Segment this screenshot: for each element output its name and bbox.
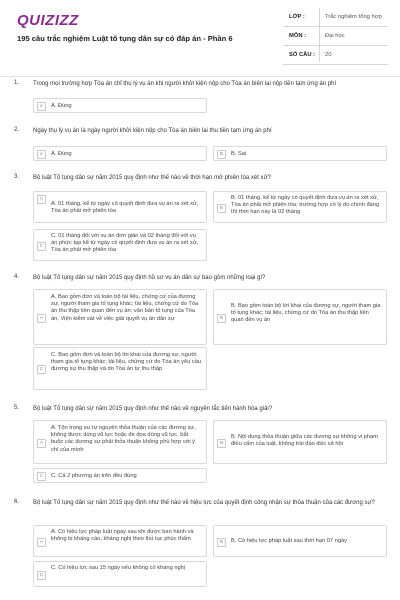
question-text: Trong mọi trường hợp Tòa án chỉ thụ lý vụ án khi người khởi kiện nộp cho Tòa án biên lai nộp tiền tạm ứng án phí — [33, 81, 337, 87]
option-letter-badge: A — [37, 314, 46, 323]
question-number: 4. — [14, 274, 20, 280]
question-number: 3. — [14, 174, 20, 180]
meta-value: 20 — [325, 52, 332, 58]
answer-option-a[interactable] — [33, 525, 207, 557]
option-letter-badge: A — [37, 102, 46, 111]
worksheet-header — [0, 0, 400, 77]
question-text: Bộ luật Tố tụng dân sự năm 2015 quy định như thế nào về hiệu lực của quyết định công nhận sự thỏa thuận của các đương sự? — [33, 500, 375, 506]
option-text: B. Sai — [231, 151, 247, 157]
answer-option-a[interactable] — [33, 98, 207, 113]
option-letter-badge: A — [37, 538, 46, 547]
option-text: A. Đúng — [51, 103, 72, 109]
meta-row-count — [283, 46, 388, 65]
question-number: 5. — [14, 405, 20, 411]
option-letter-badge: B — [217, 150, 226, 159]
option-text: B. Có hiệu lực pháp luật sau thời hạn 07 ngày — [231, 538, 347, 544]
answer-option-b[interactable] — [213, 525, 387, 557]
question-number: 1. — [14, 80, 20, 86]
option-letter-badge: C — [37, 365, 46, 374]
option-text: A. Đúng — [51, 151, 72, 157]
option-letter-badge: B — [217, 204, 226, 213]
option-letter-badge: A — [37, 439, 46, 448]
answer-option-c[interactable] — [33, 561, 207, 587]
question-number: 2. — [14, 127, 20, 133]
answer-option-a[interactable] — [33, 191, 207, 223]
meta-label: SỐ CÂU : — [289, 52, 316, 58]
page-title: 195 câu trắc nghiệm Luật tố tụng dân sự có đáp án - Phần 6 — [17, 34, 233, 43]
answer-option-a[interactable] — [33, 289, 207, 345]
option-text: C. 01 tháng đối với vụ án đơn giản và 02 tháng đối với vụ án phức tạp kể từ ngày có quyết định đưa vụ án ra xét xử, Tòa án phải mở phiên tòa — [51, 233, 199, 254]
option-text: A. Tôn trọng sự tự nguyện thỏa thuận của các đương sự, không được dùng vũ lực hoặc đe dọa dùng vũ lực, bắt buộc các đương sự phải thỏa thuận không phù hợp với ý chí của mình — [51, 425, 196, 453]
answer-option-c[interactable] — [33, 468, 207, 483]
answer-option-b[interactable] — [213, 146, 387, 161]
option-letter-badge: A — [37, 195, 46, 204]
option-text: C. Cả 2 phương án trên đều đúng — [51, 473, 137, 479]
option-letter-badge: C — [37, 571, 46, 580]
meta-row-class — [283, 8, 388, 27]
meta-value: Trắc nghiệm tổng hợp — [325, 14, 382, 20]
answer-option-c[interactable] — [33, 229, 207, 261]
option-letter-badge: A — [37, 150, 46, 159]
question-text: Bộ luật Tố tụng dân sự năm 2015 quy định như thế nào về nguyên tắc tiến hành hòa giải? — [33, 406, 273, 412]
answer-option-a[interactable] — [33, 146, 207, 161]
meta-value: Đại học — [325, 33, 345, 39]
option-letter-badge: C — [37, 242, 46, 251]
option-text: A. Bao gồm đơn và toàn bộ tài liệu, chứng cứ của đương sự, người tham gia tố tụng khác; tài liệu, chứng cứ do Tòa án thu thập liên quan đến vụ án; văn bản tố tụng của Tòa án, Viện kiểm sát về việc giải quyết vụ án dân sự — [51, 294, 199, 322]
option-text: B. Bao gồm toàn bộ lời khai của đương sự, người tham gia tố tụng khác; tài liệu, chứng cứ do Tòa án thu thập liên quan đến vụ án — [231, 303, 381, 324]
option-text: A. 01 tháng, kể từ ngày có quyết định đưa vụ án ra xét xử, Tòa án phải mở phiên tòa — [51, 201, 199, 215]
meta-label: LỚP : — [289, 14, 305, 20]
answer-option-c[interactable] — [33, 347, 207, 390]
answer-option-b[interactable] — [213, 420, 387, 464]
meta-row-subject — [283, 27, 388, 46]
answer-option-b[interactable] — [213, 289, 387, 345]
question-text: Bộ luật Tố tụng dân sự năm 2015 quy định như thế nào về thời hạn mở phiên tòa xét xử? — [33, 175, 271, 181]
question-text: Bộ luật Tố tụng dân sự năm 2015 quy định hồ sơ vụ án dân sự bao gồm những loại gì? — [33, 275, 266, 281]
option-letter-badge: C — [37, 472, 46, 481]
option-text: B. 01 tháng, kể từ ngày có quyết định đưa vụ án ra xét xử, Tòa án phải mở phiên tòa; trường hợp có lý do chính đáng thì thời hạn này là 02 tháng — [231, 195, 380, 216]
quizizz-logo[interactable]: QUIZIZZ — [17, 12, 79, 29]
option-letter-badge: B — [217, 538, 226, 547]
question-text: Ngày thụ lý vụ án là ngày người khởi kiện nộp cho Tòa án biên lai thu tiền tạm ứng án phí — [33, 128, 272, 134]
option-text: C. Bao gồm đơn và toàn bộ lời khai của đương sự, người tham gia tố tụng khác; tài liệu, chứng cứ do Tòa án yêu cầu đương sự thu thập và do Tòa án tự thu thập — [51, 352, 202, 373]
answer-option-a[interactable] — [33, 420, 207, 464]
meta-label: MÔN : — [289, 33, 307, 39]
question-number: 6. — [14, 499, 20, 505]
option-text: A. Có hiệu lực pháp luật ngay sau khi được ban hành và không bị kháng cáo, kháng nghị theo thủ tục phúc thẩm — [51, 529, 194, 543]
option-letter-badge: B — [217, 439, 226, 448]
worksheet-meta-table — [283, 8, 388, 65]
answer-option-b[interactable] — [213, 191, 387, 223]
option-letter-badge: B — [217, 314, 226, 323]
option-text: C. Có hiệu lực sau 15 ngày nếu không có kháng nghị — [51, 565, 186, 571]
option-text: B. Nội dung thỏa thuận giữa các đương sự không vi phạm điều cấm của luật, không trái đạo đức xã hội — [231, 434, 379, 448]
